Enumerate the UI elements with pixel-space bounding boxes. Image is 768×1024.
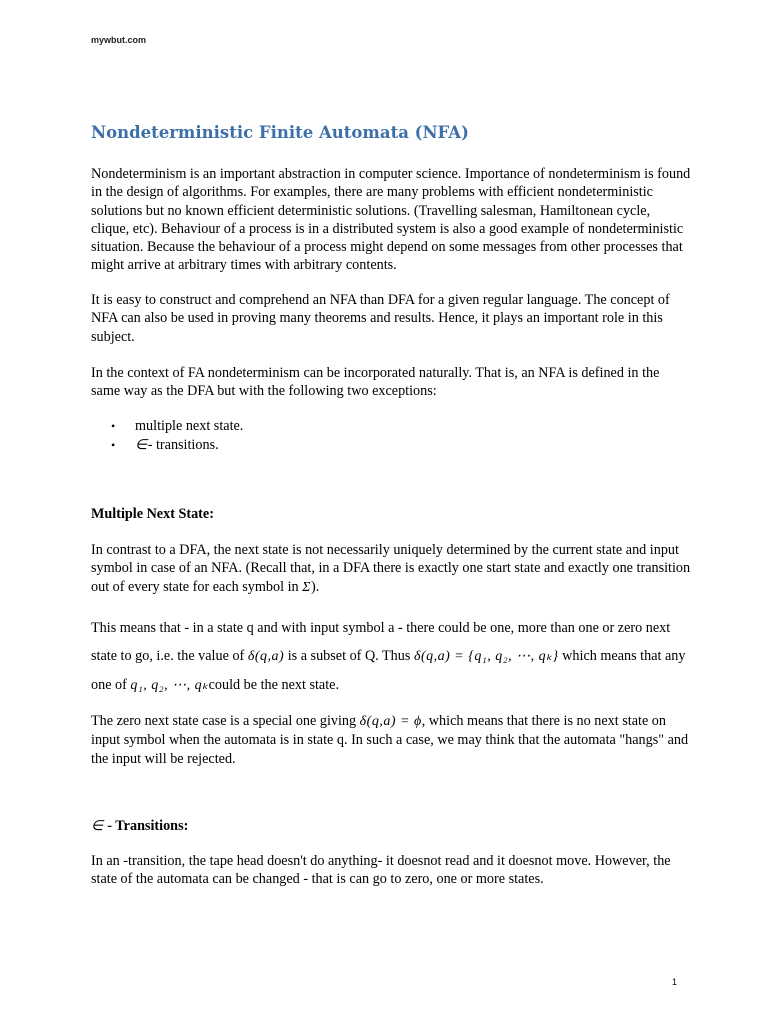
zero-next-state-paragraph	[91, 712, 691, 768]
epsilon-symbol: ∈	[135, 437, 148, 453]
delta-empty-formula: δ(q,a) = ϕ	[359, 714, 422, 729]
delta-set-formula: δ(q,a) = {q₁, q₂, ⋯, qₖ}	[413, 649, 559, 664]
epsilon-transition-paragraph: In an -transition, the tape head doesn't do anything- it doesnot read and it doesnot move. However, the state of the automata can be changed - that is can go to zero, one or more states.	[91, 853, 671, 888]
page-number: 1	[672, 977, 678, 987]
dfa-contrast-paragraph	[91, 541, 691, 597]
list-item	[111, 436, 243, 456]
states-list-formula: q₁, q₂, ⋯, qₖ	[130, 678, 209, 693]
section-heading-epsilon-transitions	[91, 817, 691, 836]
list-item	[111, 417, 243, 436]
sigma-symbol: Σ	[302, 579, 311, 595]
paragraph-text: This means that - in a state q and with input symbol a - there could be one, more than one or zero next state to go, i.e. the value of	[91, 620, 671, 664]
site-url: mywbut.com	[91, 35, 147, 45]
list-item-text: multiple next state.	[135, 418, 244, 434]
list-item-text: - transitions.	[147, 436, 219, 453]
paragraph-text: The zero next state case is a special one giving	[91, 713, 357, 729]
paragraph-text: which means that any one of	[91, 648, 686, 693]
page-title: Nondeterministic Finite Automata (NFA)	[91, 123, 469, 142]
section-heading-text: - Transitions:	[107, 818, 189, 834]
fa-context-paragraph: In the context of FA nondeterminism can be incorporated naturally. That is, an NFA is defined in the same way as the DFA but with the following two exceptions:	[91, 365, 660, 400]
section-heading-multiple-next-state: Multiple Next State:	[91, 506, 214, 522]
paragraph-text: In contrast to a DFA, the next state is not necessarily uniquely determined by the current state and input symbol in case of an NFA. (Recall that, in a DFA there is exactly one start state and exactly one transition out of every state for each symbol in	[91, 542, 691, 595]
paragraph-text: could be the next state.	[208, 677, 340, 693]
nfa-importance-paragraph: It is easy to construct and comprehend an NFA than DFA for a given regular language. The concept of NFA can also be used in proving many theorems and results. Hence, it plays an important role in this subject.	[91, 292, 670, 345]
intro-paragraph: Nondeterminism is an important abstraction in computer science. Importance of nondeterminism is found in the design of algorithms. For examples, there are many problems with efficient nondeterministic solutions but no known efficient deterministic solutions. (Travelling salesman, Hamiltonean cycle, clique, etc). Behaviour of a process is in a distributed system is also a good example of nondeterministic situation. Because the behaviour of a process might depend on some messages from other processes that might arrive at arbitrary times with arbitrary contents.	[91, 166, 691, 274]
delta-formula: δ(q,a)	[247, 649, 285, 664]
paragraph-text: , which means that there is no next state on input symbol when the automata is in state q. In such a case, we may think that the automata "hangs" and the input will be rejected.	[91, 713, 689, 767]
paragraph-text: ).	[311, 578, 320, 595]
epsilon-symbol: ∈	[91, 819, 104, 834]
paragraph-text: is a subset of Q. Thus	[287, 648, 411, 664]
subset-paragraph	[91, 614, 691, 700]
exceptions-list	[111, 417, 243, 455]
